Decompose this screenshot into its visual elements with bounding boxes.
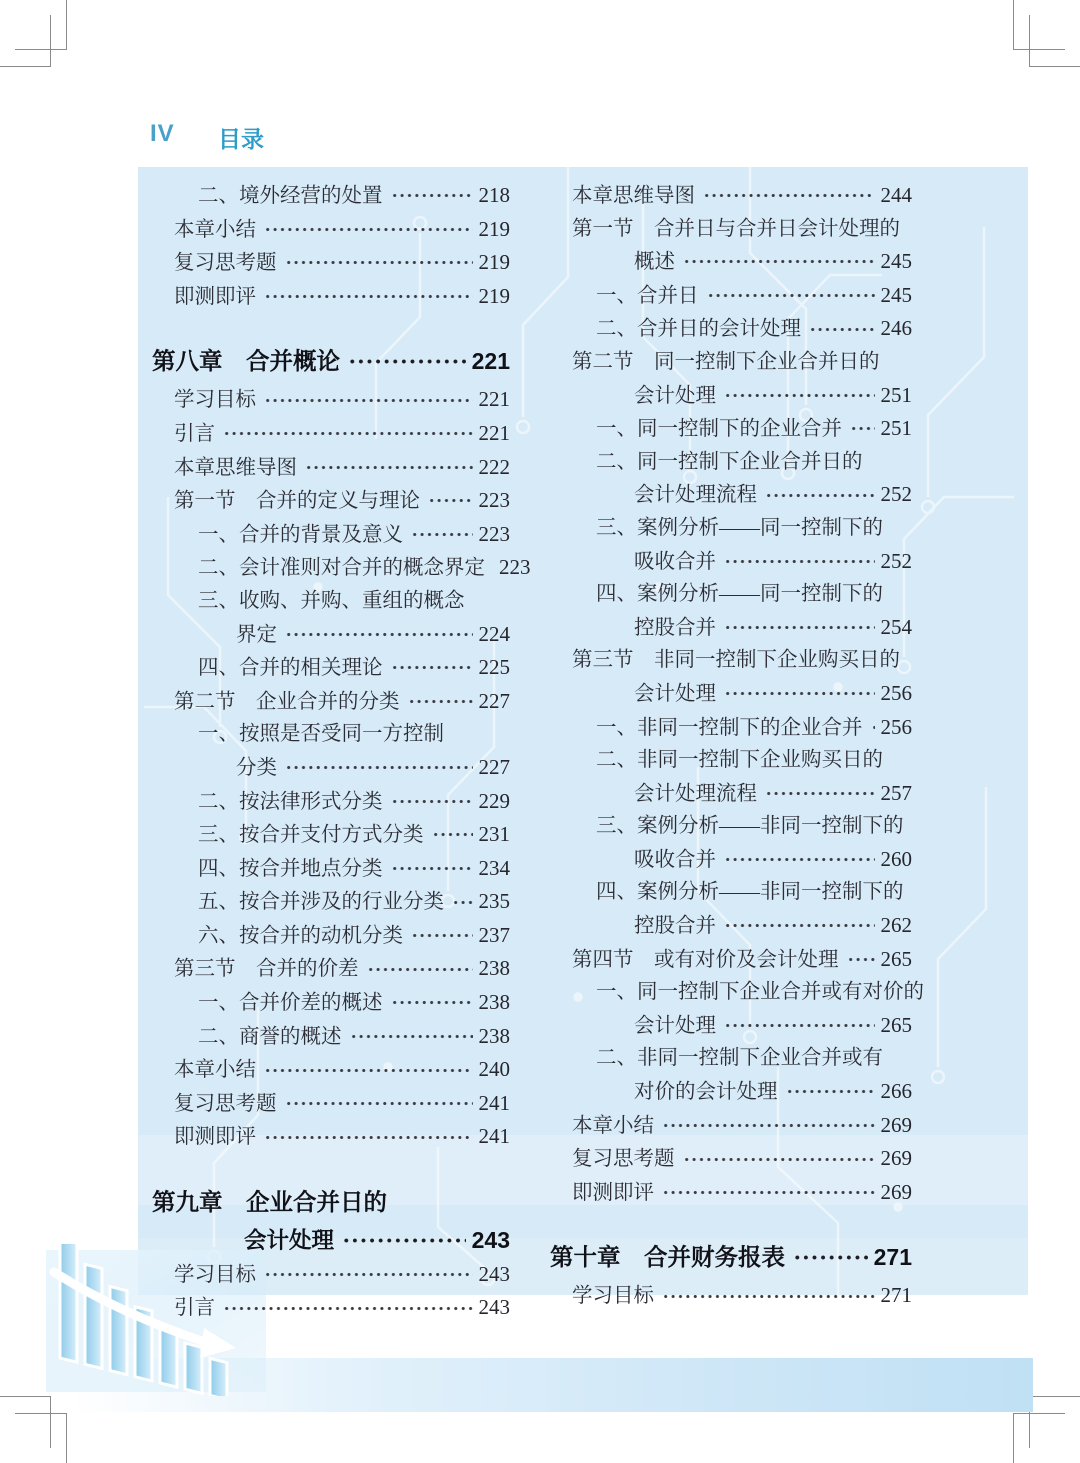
toc-entry bbox=[550, 346, 912, 379]
dot-leader bbox=[264, 1134, 473, 1141]
dot-leader bbox=[724, 856, 875, 863]
dot-leader bbox=[411, 932, 473, 939]
toc-entry-title: 二、会计准则对合并的概念界定 bbox=[198, 557, 485, 580]
toc-entry-title: 引言 bbox=[174, 1297, 215, 1320]
page-title: 目录 bbox=[218, 126, 264, 152]
toc-entry bbox=[152, 585, 510, 618]
dot-leader bbox=[683, 258, 875, 265]
toc-entry bbox=[550, 677, 912, 711]
toc-entry bbox=[152, 751, 510, 785]
toc-entry-page: 246 bbox=[880, 316, 912, 341]
toc-entry bbox=[550, 644, 912, 677]
toc-entry-page: 240 bbox=[478, 1057, 510, 1082]
toc-entry bbox=[152, 718, 510, 751]
dot-leader bbox=[391, 999, 473, 1006]
toc-entry bbox=[550, 611, 912, 645]
dot-leader bbox=[411, 531, 473, 538]
toc-entry-page: 218 bbox=[478, 183, 510, 207]
toc-entry-title: 第三节 非同一控制下企业购买日的 bbox=[572, 649, 900, 672]
toc-entry-page: 266 bbox=[880, 1079, 912, 1104]
toc-entry-title: 二、非同一控制下企业合并或有 bbox=[596, 1047, 883, 1070]
toc-entry-page: 241 bbox=[478, 1124, 510, 1149]
dot-leader bbox=[223, 430, 473, 437]
toc-entry bbox=[152, 518, 510, 552]
toc-entry-title: 本章小结 bbox=[572, 1114, 654, 1137]
toc-entry-title: 本章思维导图 bbox=[174, 456, 297, 479]
toc-entry bbox=[550, 810, 912, 843]
toc-entry bbox=[550, 1142, 912, 1176]
toc-entry-page: 269 bbox=[880, 1112, 912, 1137]
toc-entry bbox=[152, 1181, 510, 1224]
toc-entry bbox=[550, 179, 912, 213]
dot-leader bbox=[724, 558, 875, 565]
dot-leader bbox=[850, 425, 875, 432]
toc-entry bbox=[550, 412, 912, 446]
toc-entry bbox=[152, 451, 510, 485]
dot-leader bbox=[871, 724, 875, 731]
toc-entry bbox=[550, 1176, 912, 1210]
toc-entry-title: 即测即评 bbox=[174, 1126, 256, 1149]
toc-entry-title: 控股合并 bbox=[634, 616, 716, 639]
dot-leader bbox=[724, 624, 875, 631]
toc-entry-title: 会计处理流程 bbox=[634, 484, 757, 507]
dot-leader bbox=[285, 1100, 473, 1107]
toc-entry-title: 第二节 企业合并的分类 bbox=[174, 690, 400, 713]
toc-entry bbox=[152, 340, 510, 383]
toc-entry bbox=[550, 245, 912, 279]
toc-entry-title: 一、同一控制下企业合并或有对价的 bbox=[596, 981, 924, 1004]
dot-leader bbox=[348, 357, 466, 366]
dot-leader bbox=[264, 1271, 473, 1278]
dot-leader bbox=[342, 1236, 466, 1245]
toc-entry bbox=[550, 1042, 912, 1075]
toc-entry-title: 二、合并日的会计处理 bbox=[596, 318, 801, 341]
toc-entry-page: 271 bbox=[880, 1283, 912, 1308]
toc-entry-title: 界定 bbox=[236, 623, 277, 646]
dot-leader bbox=[724, 1022, 875, 1029]
toc-entry-title: 复习思考题 bbox=[174, 1092, 277, 1115]
toc-entry-title: 二、按法律形式分类 bbox=[198, 790, 383, 813]
toc-entry-title: 第四节 或有对价及会计处理 bbox=[572, 948, 839, 971]
toc-entry-page: 223 bbox=[499, 555, 531, 580]
toc-entry-title: 一、按照是否受同一方控制 bbox=[198, 723, 444, 746]
toc-entry-page: 262 bbox=[880, 913, 912, 938]
toc-entry bbox=[550, 545, 912, 579]
toc-entry-page: 271 bbox=[873, 1244, 912, 1271]
toc-entry bbox=[152, 1291, 510, 1325]
toc-entry-page: 254 bbox=[880, 614, 912, 639]
toc-entry bbox=[550, 943, 912, 977]
dot-leader bbox=[724, 392, 875, 399]
toc-entry-page: 245 bbox=[880, 249, 912, 274]
toc-entry bbox=[550, 777, 912, 811]
toc-entry-title: 四、按合并地点分类 bbox=[198, 857, 383, 880]
toc-entry-page: 221 bbox=[478, 387, 510, 412]
toc-entry bbox=[152, 1087, 510, 1121]
toc-entry-page: 256 bbox=[880, 714, 912, 739]
toc-entry-page: 219 bbox=[478, 216, 510, 241]
toc-entry-title: 复习思考题 bbox=[572, 1148, 675, 1171]
toc-entry-title: 第十章 合并财务报表 bbox=[550, 1244, 785, 1271]
dot-leader bbox=[793, 1253, 868, 1262]
toc-entry bbox=[152, 785, 510, 819]
toc-entry-page: 265 bbox=[880, 1012, 912, 1037]
toc-entry-title: 三、案例分析——非同一控制下的 bbox=[596, 815, 904, 838]
toc-entry bbox=[152, 919, 510, 953]
toc-entry-title: 学习目标 bbox=[174, 389, 256, 412]
dot-leader bbox=[683, 1156, 875, 1163]
toc-entry-title: 会计处理流程 bbox=[634, 782, 757, 805]
toc-entry bbox=[550, 478, 912, 512]
toc-entry-title: 四、案例分析——非同一控制下的 bbox=[596, 881, 904, 904]
toc-entry-page: 260 bbox=[880, 846, 912, 871]
toc-entry bbox=[152, 885, 510, 919]
toc-entry bbox=[152, 213, 510, 247]
toc-entry-title: 二、同一控制下企业合并日的 bbox=[596, 450, 863, 473]
dot-leader bbox=[391, 865, 473, 872]
dot-leader bbox=[264, 1067, 473, 1074]
dot-leader bbox=[428, 497, 473, 504]
toc-entry-page: 241 bbox=[478, 1090, 510, 1115]
toc-entry-page: 265 bbox=[880, 946, 912, 971]
toc-entry-page: 225 bbox=[478, 655, 510, 680]
toc-entry-page: 231 bbox=[478, 822, 510, 847]
toc-entry-title: 四、案例分析——同一控制下的 bbox=[596, 583, 883, 606]
toc-entry bbox=[550, 279, 912, 313]
toc-entry-page: 244 bbox=[880, 183, 912, 207]
toc-entry bbox=[152, 1020, 510, 1054]
toc-entry bbox=[550, 1279, 912, 1313]
dot-leader bbox=[847, 956, 875, 963]
toc-entry bbox=[152, 852, 510, 886]
toc-entry bbox=[550, 379, 912, 413]
toc-entry bbox=[550, 1109, 912, 1143]
toc-entry bbox=[152, 246, 510, 280]
toc-entry-title: 一、合并日 bbox=[596, 284, 699, 307]
dot-leader bbox=[765, 492, 875, 499]
toc-entry-page: 243 bbox=[478, 1261, 510, 1286]
toc-entry bbox=[152, 280, 510, 314]
toc-entry-title: 控股合并 bbox=[634, 915, 716, 938]
toc-entry bbox=[152, 179, 510, 213]
toc-entry-title: 对价的会计处理 bbox=[634, 1081, 778, 1104]
toc-entry bbox=[152, 818, 510, 852]
dot-leader bbox=[765, 790, 875, 797]
dot-leader bbox=[724, 922, 875, 929]
toc-entry-page: 219 bbox=[478, 283, 510, 308]
toc-entry bbox=[550, 312, 912, 346]
toc-entry-title: 一、同一控制下的企业合并 bbox=[596, 418, 842, 441]
toc-entry-title: 会计处理 bbox=[634, 384, 716, 407]
toc-entry-title: 即测即评 bbox=[174, 285, 256, 308]
toc-entry bbox=[152, 383, 510, 417]
dot-leader bbox=[223, 1305, 473, 1312]
toc-entry-title: 一、合并价差的概述 bbox=[198, 992, 383, 1015]
toc-entry-page: 229 bbox=[478, 788, 510, 813]
toc-entry bbox=[550, 512, 912, 545]
toc-entry bbox=[550, 876, 912, 909]
toc-entry bbox=[550, 446, 912, 479]
dot-leader bbox=[452, 899, 473, 906]
dot-leader bbox=[285, 764, 473, 771]
toc-entry-page: 245 bbox=[880, 282, 912, 307]
toc-entry-page: 256 bbox=[880, 680, 912, 705]
toc-entry bbox=[152, 417, 510, 451]
toc-entry bbox=[550, 1009, 912, 1043]
dot-leader bbox=[724, 690, 875, 697]
toc-entry bbox=[152, 952, 510, 986]
toc-entry-title: 五、按合并涉及的行业分类 bbox=[198, 891, 444, 914]
toc-entry-title: 一、非同一控制下的企业合并 bbox=[596, 716, 863, 739]
toc-column-left bbox=[152, 179, 531, 1325]
dot-leader bbox=[264, 397, 473, 404]
toc-entry-page: 243 bbox=[478, 1295, 510, 1320]
toc-entry-page: 237 bbox=[478, 922, 510, 947]
toc-entry bbox=[550, 711, 912, 745]
toc-entry-page: 252 bbox=[880, 548, 912, 573]
toc-entry-page: 219 bbox=[478, 250, 510, 275]
toc-entry-title: 四、合并的相关理论 bbox=[198, 657, 383, 680]
toc-entry bbox=[152, 986, 510, 1020]
toc-entry-page: 251 bbox=[880, 382, 912, 407]
toc-entry-page: 223 bbox=[478, 521, 510, 546]
toc-entry-title: 三、收购、并购、重组的概念 bbox=[198, 589, 465, 612]
dot-leader bbox=[408, 698, 473, 705]
toc-entry-title: 二、非同一控制下企业购买日的 bbox=[596, 749, 883, 772]
toc-entry-title: 即测即评 bbox=[572, 1181, 654, 1204]
toc-column-right bbox=[550, 179, 924, 1313]
toc-entry bbox=[152, 618, 510, 652]
toc-entry-page: 238 bbox=[478, 990, 510, 1015]
toc-entry-title: 本章小结 bbox=[174, 218, 256, 241]
toc-entry bbox=[152, 651, 510, 685]
toc-entry-title: 第九章 企业合并日的 bbox=[152, 1189, 387, 1216]
toc-entry bbox=[550, 578, 912, 611]
toc-entry bbox=[550, 976, 924, 1009]
toc-entry-title: 会计处理 bbox=[634, 1014, 716, 1037]
toc-entry-page: 227 bbox=[478, 688, 510, 713]
toc-entry-title: 第一节 合并的定义与理论 bbox=[174, 490, 420, 513]
toc-entry-page: 251 bbox=[880, 416, 912, 441]
toc-entry-title: 本章小结 bbox=[174, 1059, 256, 1082]
toc-entry-title: 第八章 合并概论 bbox=[152, 348, 340, 375]
toc-entry-page: 235 bbox=[478, 889, 510, 914]
toc-entry-page: 243 bbox=[471, 1227, 510, 1254]
toc-entry-title: 会计处理 bbox=[634, 682, 716, 705]
dot-leader bbox=[305, 464, 473, 471]
dot-leader bbox=[707, 292, 875, 299]
toc-entry-page: 224 bbox=[478, 621, 510, 646]
toc-entry-title: 吸收合并 bbox=[634, 550, 716, 573]
toc-entry-title: 复习思考题 bbox=[174, 252, 277, 275]
dot-leader bbox=[662, 1189, 875, 1196]
dot-leader bbox=[264, 293, 473, 300]
dot-leader bbox=[264, 226, 473, 233]
toc-entry-page: 227 bbox=[478, 754, 510, 779]
toc-entry-page: 221 bbox=[471, 348, 510, 375]
toc-entry-page: 257 bbox=[880, 780, 912, 805]
toc-entry-title: 学习目标 bbox=[572, 1285, 654, 1308]
dot-leader bbox=[432, 831, 473, 838]
toc-entry bbox=[550, 744, 912, 777]
toc-entry bbox=[550, 1075, 912, 1109]
toc-entry-title: 第二节 同一控制下企业合并日的 bbox=[572, 350, 880, 373]
dot-leader bbox=[285, 631, 473, 638]
toc-entry-title: 第三节 合并的价差 bbox=[174, 958, 359, 981]
page-number: IV bbox=[150, 120, 175, 147]
toc-entry-title: 三、按合并支付方式分类 bbox=[198, 824, 424, 847]
toc-entry-title: 分类 bbox=[236, 756, 277, 779]
toc-entry-page: 222 bbox=[478, 454, 510, 479]
toc-entry bbox=[152, 484, 510, 518]
toc-entry-page: 269 bbox=[880, 1146, 912, 1171]
toc-entry-title: 学习目标 bbox=[174, 1263, 256, 1286]
toc-entry bbox=[550, 909, 912, 943]
toc-entry-title: 引言 bbox=[174, 422, 215, 445]
toc-entry-title: 吸收合并 bbox=[634, 848, 716, 871]
toc-entry bbox=[152, 1053, 510, 1087]
toc-entry-page: 269 bbox=[880, 1179, 912, 1204]
toc-entry-title: 本章思维导图 bbox=[572, 185, 695, 207]
dot-leader bbox=[391, 798, 473, 805]
toc-entry-page: 252 bbox=[880, 482, 912, 507]
toc-entry bbox=[550, 213, 912, 246]
toc-entry bbox=[550, 1236, 912, 1279]
toc-entry-title: 概述 bbox=[634, 251, 675, 274]
dot-leader bbox=[391, 664, 473, 671]
toc-entry-page: 238 bbox=[478, 956, 510, 981]
toc-entry-page: 223 bbox=[478, 488, 510, 513]
toc-entry-page: 234 bbox=[478, 855, 510, 880]
dot-leader bbox=[662, 1122, 875, 1129]
dot-leader bbox=[367, 966, 473, 973]
dot-leader bbox=[391, 192, 473, 199]
toc-entry bbox=[152, 1120, 510, 1154]
toc-entry bbox=[152, 685, 510, 719]
toc-entry bbox=[152, 1224, 510, 1258]
toc-entry-title: 会计处理 bbox=[244, 1228, 335, 1254]
toc-entry-title: 二、商誉的概述 bbox=[198, 1025, 342, 1048]
toc-entry-title: 三、案例分析——同一控制下的 bbox=[596, 516, 883, 539]
dot-leader bbox=[786, 1088, 875, 1095]
toc-entry-title: 二、境外经营的处置 bbox=[198, 185, 383, 207]
toc-entry-page: 221 bbox=[478, 420, 510, 445]
toc-entry-title: 一、合并的背景及意义 bbox=[198, 523, 403, 546]
dot-leader bbox=[809, 326, 875, 333]
toc-entry bbox=[152, 551, 531, 585]
toc-entry-title: 六、按合并的动机分类 bbox=[198, 924, 403, 947]
toc-entry-page: 238 bbox=[478, 1023, 510, 1048]
toc-entry bbox=[550, 843, 912, 877]
dot-leader bbox=[285, 259, 473, 266]
dot-leader bbox=[350, 1033, 473, 1040]
toc-entry-title: 第一节 合并日与合并日会计处理的 bbox=[572, 217, 900, 240]
dot-leader bbox=[662, 1293, 875, 1300]
toc-entry bbox=[152, 1258, 510, 1292]
dot-leader bbox=[703, 192, 875, 199]
